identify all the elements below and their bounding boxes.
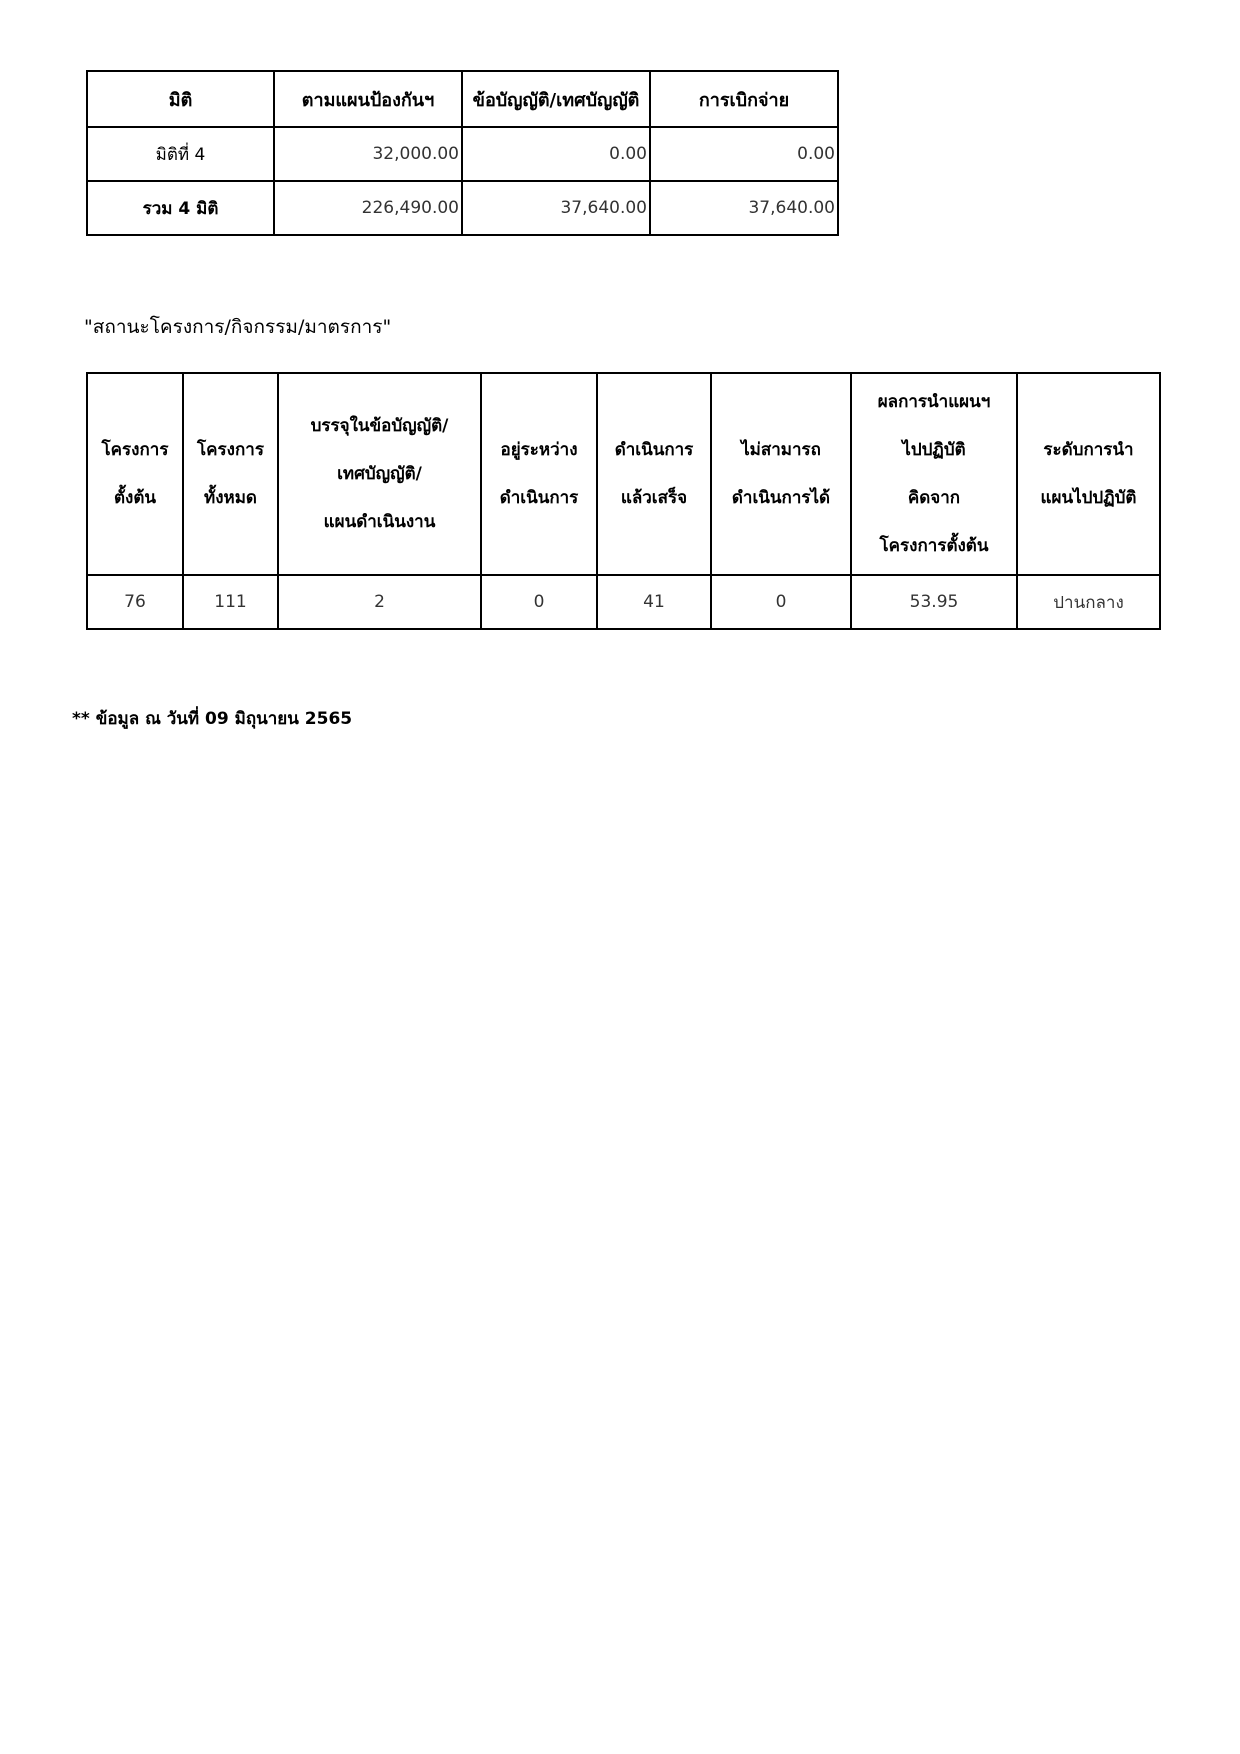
header-completed	[597, 373, 711, 575]
unable-to-proceed-value: 0	[711, 575, 851, 629]
budget-header-row	[87, 71, 838, 127]
header-dimension: มิติ	[87, 71, 274, 127]
section-title: "สถานะโครงการ/กิจกรรม/มาตรการ"	[84, 316, 392, 338]
header-initial-projects	[87, 373, 183, 575]
header-line: ระดับการนำ	[1043, 440, 1134, 460]
in-progress-value: 0	[481, 575, 597, 629]
implementation-result-value: 53.95	[851, 575, 1017, 629]
header-line: ทั้งหมด	[204, 488, 257, 508]
header-line: เทศบัญญัติ/	[337, 464, 422, 484]
header-implementation-level	[1017, 373, 1160, 575]
header-line: โครงการตั้งต้น	[879, 536, 989, 556]
header-line: ไปปฏิบัติ	[902, 440, 966, 460]
header-ordinance: ข้อบัญญัติ/เทศบัญญัติ	[462, 71, 650, 127]
header-line: ไม่สามารถ	[741, 440, 821, 460]
all-projects-value: 111	[183, 575, 278, 629]
included-in-ordinance-value: 2	[278, 575, 481, 629]
row-label: รวม 4 มิติ	[87, 181, 274, 235]
header-line: ดำเนินการ	[499, 488, 579, 508]
disbursed-value: 0.00	[650, 127, 838, 181]
header-in-progress	[481, 373, 597, 575]
table-row	[87, 127, 838, 181]
table-row-total	[87, 181, 838, 235]
plan-value: 32,000.00	[274, 127, 462, 181]
ordinance-value: 0.00	[462, 127, 650, 181]
status-header-row	[87, 373, 1160, 575]
header-line: โครงการ	[101, 440, 169, 460]
header-line: ผลการนำแผนฯ	[877, 392, 991, 412]
disbursed-value: 37,640.00	[650, 181, 838, 235]
header-all-projects	[183, 373, 278, 575]
row-label: มิติที่ 4	[87, 127, 274, 181]
header-line: อยู่ระหว่าง	[500, 440, 578, 460]
header-line: บรรจุในข้อบัญญัติ/	[310, 416, 449, 436]
data-date-footnote: ** ข้อมูล ณ วันที่ 09 มิถุนายน 2565	[72, 709, 353, 729]
project-status-table	[86, 372, 1161, 630]
header-implementation-result	[851, 373, 1017, 575]
implementation-level-value: ปานกลาง	[1017, 575, 1160, 629]
header-line: ตั้งต้น	[113, 488, 156, 508]
plan-value: 226,490.00	[274, 181, 462, 235]
header-line: แผนไปปฏิบัติ	[1040, 488, 1137, 508]
header-disbursement: การเบิกจ่าย	[650, 71, 838, 127]
header-included-in-ordinance	[278, 373, 481, 575]
initial-projects-value: 76	[87, 575, 183, 629]
header-unable-to-proceed	[711, 373, 851, 575]
header-line: โครงการ	[197, 440, 264, 460]
completed-value: 41	[597, 575, 711, 629]
header-prevention-plan: ตามแผนป้องกันฯ	[274, 71, 462, 127]
header-line: ดำเนินการ	[614, 440, 694, 460]
budget-summary-table	[86, 70, 839, 236]
header-line: แผนดำเนินงาน	[323, 512, 436, 532]
header-line: ดำเนินการได้	[731, 488, 831, 508]
ordinance-value: 37,640.00	[462, 181, 650, 235]
table-row	[87, 575, 1160, 629]
header-line: คิดจาก	[907, 488, 961, 508]
header-line: แล้วเสร็จ	[620, 488, 688, 508]
